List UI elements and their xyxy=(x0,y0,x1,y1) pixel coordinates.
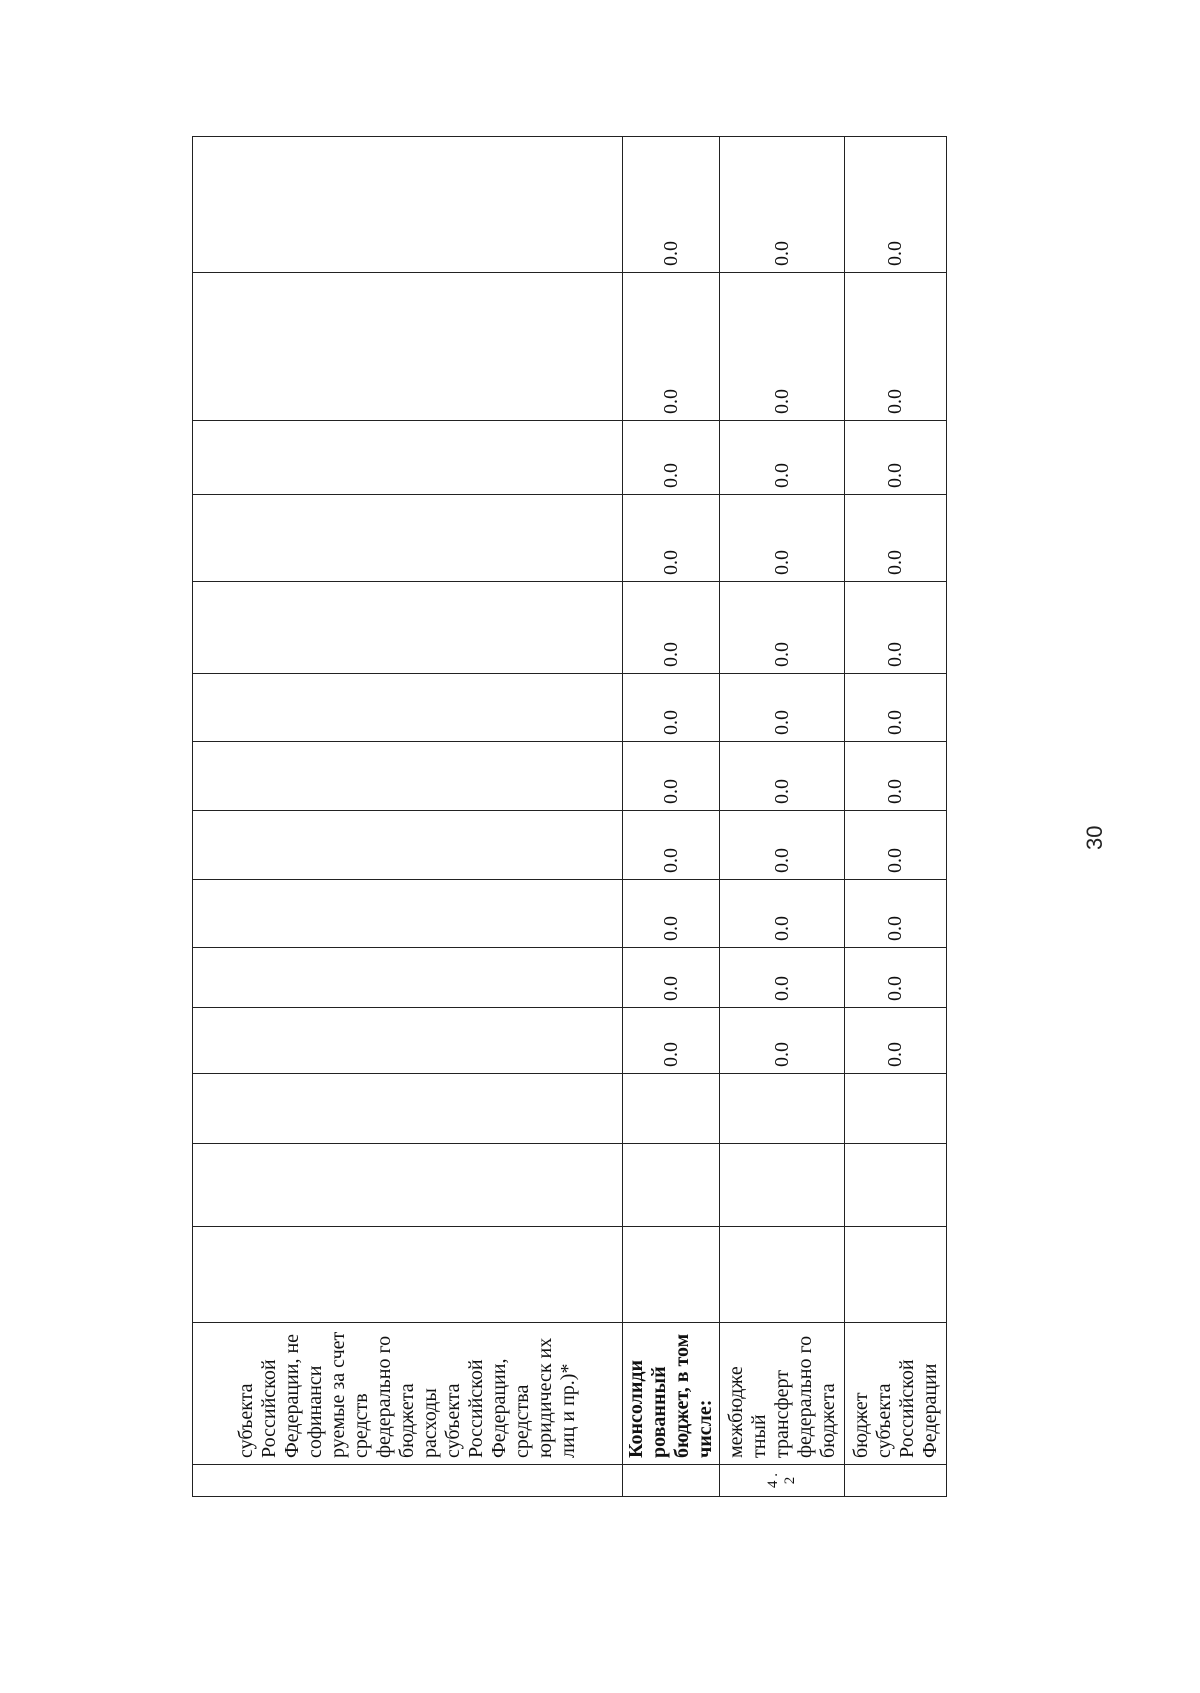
cell xyxy=(193,582,623,674)
cell: 0.0 xyxy=(720,880,845,948)
cell xyxy=(193,1227,623,1323)
cell xyxy=(720,1074,845,1144)
cell xyxy=(193,811,623,880)
row-label: межбюдже тный трансферт федерально го бюджета xyxy=(720,1323,845,1465)
cell: 0.0 xyxy=(623,273,720,421)
table-row xyxy=(193,137,623,1497)
cell: 0.0 xyxy=(623,811,720,880)
cell: 0.0 xyxy=(720,421,845,495)
cell: 0.0 xyxy=(845,674,947,742)
cell xyxy=(193,1008,623,1074)
cell xyxy=(193,742,623,811)
cell xyxy=(623,1227,720,1323)
cell: 0.0 xyxy=(845,582,947,674)
cell xyxy=(845,1144,947,1227)
cell: 0.0 xyxy=(623,948,720,1008)
cell: 0.0 xyxy=(845,1008,947,1074)
cell: 0.0 xyxy=(623,421,720,495)
row-number: 4 . 2 xyxy=(720,1465,845,1497)
landscape-content xyxy=(192,157,992,1497)
cell xyxy=(193,495,623,582)
row-label: бюджет субъекта Российской Федерации xyxy=(845,1323,947,1465)
cell: 0.0 xyxy=(720,674,845,742)
cell: 0.0 xyxy=(845,811,947,880)
cell xyxy=(623,1144,720,1227)
cell xyxy=(193,1074,623,1144)
cell: 0.0 xyxy=(623,880,720,948)
cell xyxy=(623,1074,720,1144)
cell: 0.0 xyxy=(845,421,947,495)
cell: 0.0 xyxy=(623,742,720,811)
table-row xyxy=(720,137,845,1497)
cell: 0.0 xyxy=(845,495,947,582)
cell: 0.0 xyxy=(623,1008,720,1074)
cell: 0.0 xyxy=(720,273,845,421)
cell: 0.0 xyxy=(845,137,947,273)
table-row xyxy=(623,137,720,1497)
cell: 0.0 xyxy=(720,1008,845,1074)
cell: 0.0 xyxy=(623,495,720,582)
table-body xyxy=(193,137,947,1497)
cell: 0.0 xyxy=(845,273,947,421)
cell xyxy=(193,421,623,495)
cell: 0.0 xyxy=(720,948,845,1008)
rotated-page-frame xyxy=(192,157,992,1497)
row-number xyxy=(845,1465,947,1497)
cell xyxy=(193,674,623,742)
cell: 0.0 xyxy=(623,582,720,674)
cell: 0.0 xyxy=(720,811,845,880)
row-number xyxy=(623,1465,720,1497)
cell xyxy=(720,1144,845,1227)
cell xyxy=(720,1227,845,1323)
cell xyxy=(193,880,623,948)
cell xyxy=(193,137,623,273)
cell xyxy=(193,273,623,421)
cell xyxy=(845,1227,947,1323)
cell: 0.0 xyxy=(720,137,845,273)
cell: 0.0 xyxy=(720,582,845,674)
cell: 0.0 xyxy=(720,495,845,582)
row-label: Консолиди рованный бюджет, в том числе: xyxy=(623,1323,720,1465)
row-number xyxy=(193,1465,623,1497)
cell xyxy=(193,1144,623,1227)
cell: 0.0 xyxy=(623,674,720,742)
cell: 0.0 xyxy=(845,742,947,811)
cell: 0.0 xyxy=(845,948,947,1008)
page-number: 30 xyxy=(1082,825,1107,850)
budget-table xyxy=(192,136,947,1497)
cell xyxy=(193,948,623,1008)
cell: 0.0 xyxy=(720,742,845,811)
cell: 0.0 xyxy=(845,880,947,948)
cell xyxy=(845,1074,947,1144)
cell: 0.0 xyxy=(623,137,720,273)
row-label: субъекта Российской Федерации, не софинанси руемые за счет средств федерально го бюджета расходы субъекта Российской Федерации, средства юридическ их лиц и пр.)* xyxy=(193,1323,623,1465)
table-row xyxy=(845,137,947,1497)
